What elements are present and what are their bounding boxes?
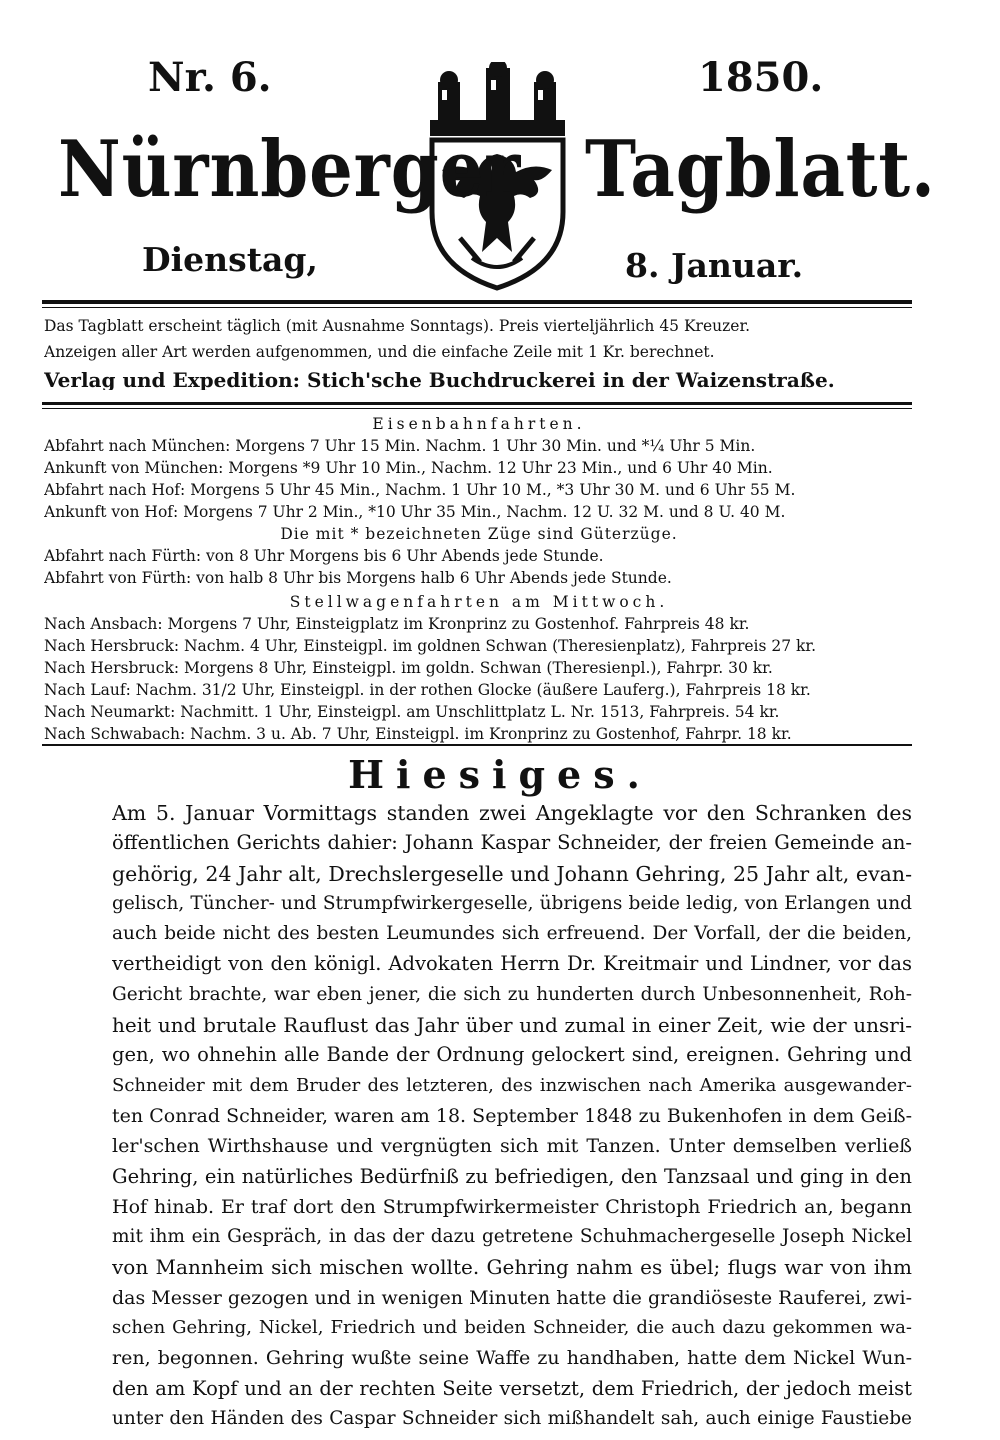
article-line: Gehring, ein natürliches Bedürfniß zu befriedigen, den Tanzsaal und ging in den: [112, 1164, 912, 1188]
railway-line: Abfahrt nach Fürth: von 8 Uhr Morgens bis 6 Uhr Abends jede Stunde.: [44, 547, 604, 565]
article-line: mit ihm ein Gespräch, in das der dazu getretene Schuhmachergeselle Joseph Nickel: [112, 1226, 912, 1248]
article-body: [112, 798, 912, 1434]
notice-subscription: Das Tagblatt erscheint täglich (mit Ausnahme Sonntags). Preis vierteljährlich 45 Kreuzer.: [44, 317, 751, 335]
article-line: auch beide nicht des besten Leumundes sich erfreuend. Der Vorfall, der die beiden,: [112, 923, 912, 945]
article-line: unter den Händen des Caspar Schneider sich mißhandelt sah, auch einige Faustiebe: [112, 1407, 912, 1429]
coach-line: Nach Schwabach: Nachm. 3 u. Ab. 7 Uhr, Einsteigpl. im Kronprinz zu Gostenhof, Fahrpr. 18 kr.: [44, 725, 792, 743]
coach-line: Nach Lauf: Nachm. 31/2 Uhr, Einsteigpl. in der rothen Glocke (äußere Lauferg.), Fahrpreis 18 kr.: [44, 681, 811, 699]
article-line: gelisch, Tüncher- und Strumpfwirkergeselle, übrigens beide ledig, von Erlangen und: [112, 892, 912, 914]
railway-note: Die mit * bezeichneten Züge sind Güterzüge.: [280, 525, 678, 543]
article-line: ren, begonnen. Gehring wußte seine Waffe zu handhaben, hatte dem Nickel Wun-: [112, 1347, 912, 1370]
coach-heading: Stellwagenfahrten am Mittwoch.: [289, 593, 669, 611]
article-line: gen, wo ohnehin alle Bande der Ordnung gelockert sind, ereignen. Gehring und: [112, 1043, 912, 1067]
notice-rule-thick: [42, 402, 912, 405]
notice-advertising: Anzeigen aller Art werden aufgenommen, und die einfache Zeile mit 1 Kr. berechnet.: [44, 343, 715, 361]
notice-publisher: Verlag und Expedition: Stich'sche Buchdruckerei in der Waizenstraße.: [44, 370, 835, 390]
article-line: ten Conrad Schneider, waren am 18. September 1848 zu Bukenhofen in dem Geiß-: [112, 1104, 912, 1127]
railway-line: Ankunft von München: Morgens *9 Uhr 10 Min., Nachm. 12 Uhr 23 Min., und 6 Uhr 40 Min.: [44, 459, 773, 477]
article-line: gehörig, 24 Jahr alt, Drechslergeselle und Johann Gehring, 25 Jahr alt, evan-: [112, 861, 912, 886]
coach-line: Nach Ansbach: Morgens 7 Uhr, Einsteigplatz im Kronprinz zu Gostenhof. Fahrpreis 48 kr.: [44, 615, 750, 633]
timetable-rule: [42, 744, 912, 746]
article-line: Schneider mit dem Bruder des letzteren, des inzwischen nach Amerika ausgewander-: [112, 1074, 912, 1096]
railway-line: Abfahrt von Fürth: von halb 8 Uhr bis Morgens halb 6 Uhr Abends jede Stunde.: [44, 569, 672, 587]
masthead-rule-thick: [42, 300, 912, 304]
article-line: heit und brutale Rauflust das Jahr über und zumal in einer Zeit, wie der unsri-: [112, 1013, 912, 1038]
article-line: öffentlichen Gerichts dahier: Johann Kaspar Schneider, der freien Gemeinde an-: [112, 831, 912, 855]
railway-heading: Eisenbahnfahrten.: [372, 415, 586, 433]
issue-weekday: Dienstag,: [142, 240, 318, 279]
coach-line: Nach Hersbruck: Morgens 8 Uhr, Einsteigpl. im goldn. Schwan (Theresienpl.), Fahrpr. 30 kr.: [44, 659, 773, 677]
coach-line: Nach Neumarkt: Nachmitt. 1 Uhr, Einsteigpl. am Unschlittplatz L. Nr. 1513, Fahrpreis. 54 kr.: [44, 703, 780, 721]
railway-line: Abfahrt nach Hof: Morgens 5 Uhr 45 Min., Nachm. 1 Uhr 10 M., *3 Uhr 30 M. und 6 Uhr 55 M.: [44, 481, 796, 499]
issue-number: Nr. 6.: [148, 54, 272, 101]
issue-year: 1850.: [698, 54, 824, 101]
railway-line: Ankunft von Hof: Morgens 7 Uhr 2 Min., *10 Uhr 35 Min., Nachm. 12 U. 32 M. und 8 U. 40 M.: [44, 503, 786, 521]
article-line: schen Gehring, Nickel, Friedrich und beiden Schneider, die auch dazu gekommen wa-: [112, 1317, 912, 1339]
issue-date: 8. Januar.: [625, 246, 804, 285]
article-line: von Mannheim sich mischen wollte. Gehring nahm es übel; flugs war von ihm: [112, 1255, 912, 1280]
article-line: den am Kopf und an der rechten Seite versetzt, dem Friedrich, der jedoch meist: [112, 1376, 912, 1400]
article-line: Gericht brachte, war eben jener, die sich zu hunderten durch Unbesonnenheit, Roh-: [112, 983, 912, 1005]
masthead-title-right: Tagblatt.: [585, 124, 936, 215]
article-line: das Messer gezogen und in wenigen Minuten hatte die grandiöseste Rauferei, zwi-: [112, 1286, 912, 1309]
article-line: vertheidigt von den königl. Advokaten Herrn Dr. Kreitmair und Lindner, vor das: [112, 952, 912, 976]
article-heading: Hiesiges.: [348, 752, 652, 797]
notice-rule-thin: [42, 408, 912, 409]
article-line: Hof hinab. Er traf dort den Strumpfwirkermeister Christoph Friedrich an, begann: [112, 1195, 912, 1218]
article-line: ler'schen Wirthshause und vergnügten sich mit Tanzen. Unter demselben verließ: [112, 1135, 912, 1158]
coach-line: Nach Hersbruck: Nachm. 4 Uhr, Einsteigpl. im goldnen Schwan (Theresienplatz), Fahrpreis 27 kr.: [44, 637, 817, 655]
masthead-rule-thin: [42, 307, 912, 308]
masthead-title-left: Nürnberger: [58, 124, 522, 215]
railway-line: Abfahrt nach München: Morgens 7 Uhr 15 Min. Nachm. 1 Uhr 30 Min. und *¼ Uhr 5 Min.: [44, 437, 756, 455]
article-line: Am 5. Januar Vormittags standen zwei Angeklagte vor den Schranken des: [112, 801, 912, 825]
